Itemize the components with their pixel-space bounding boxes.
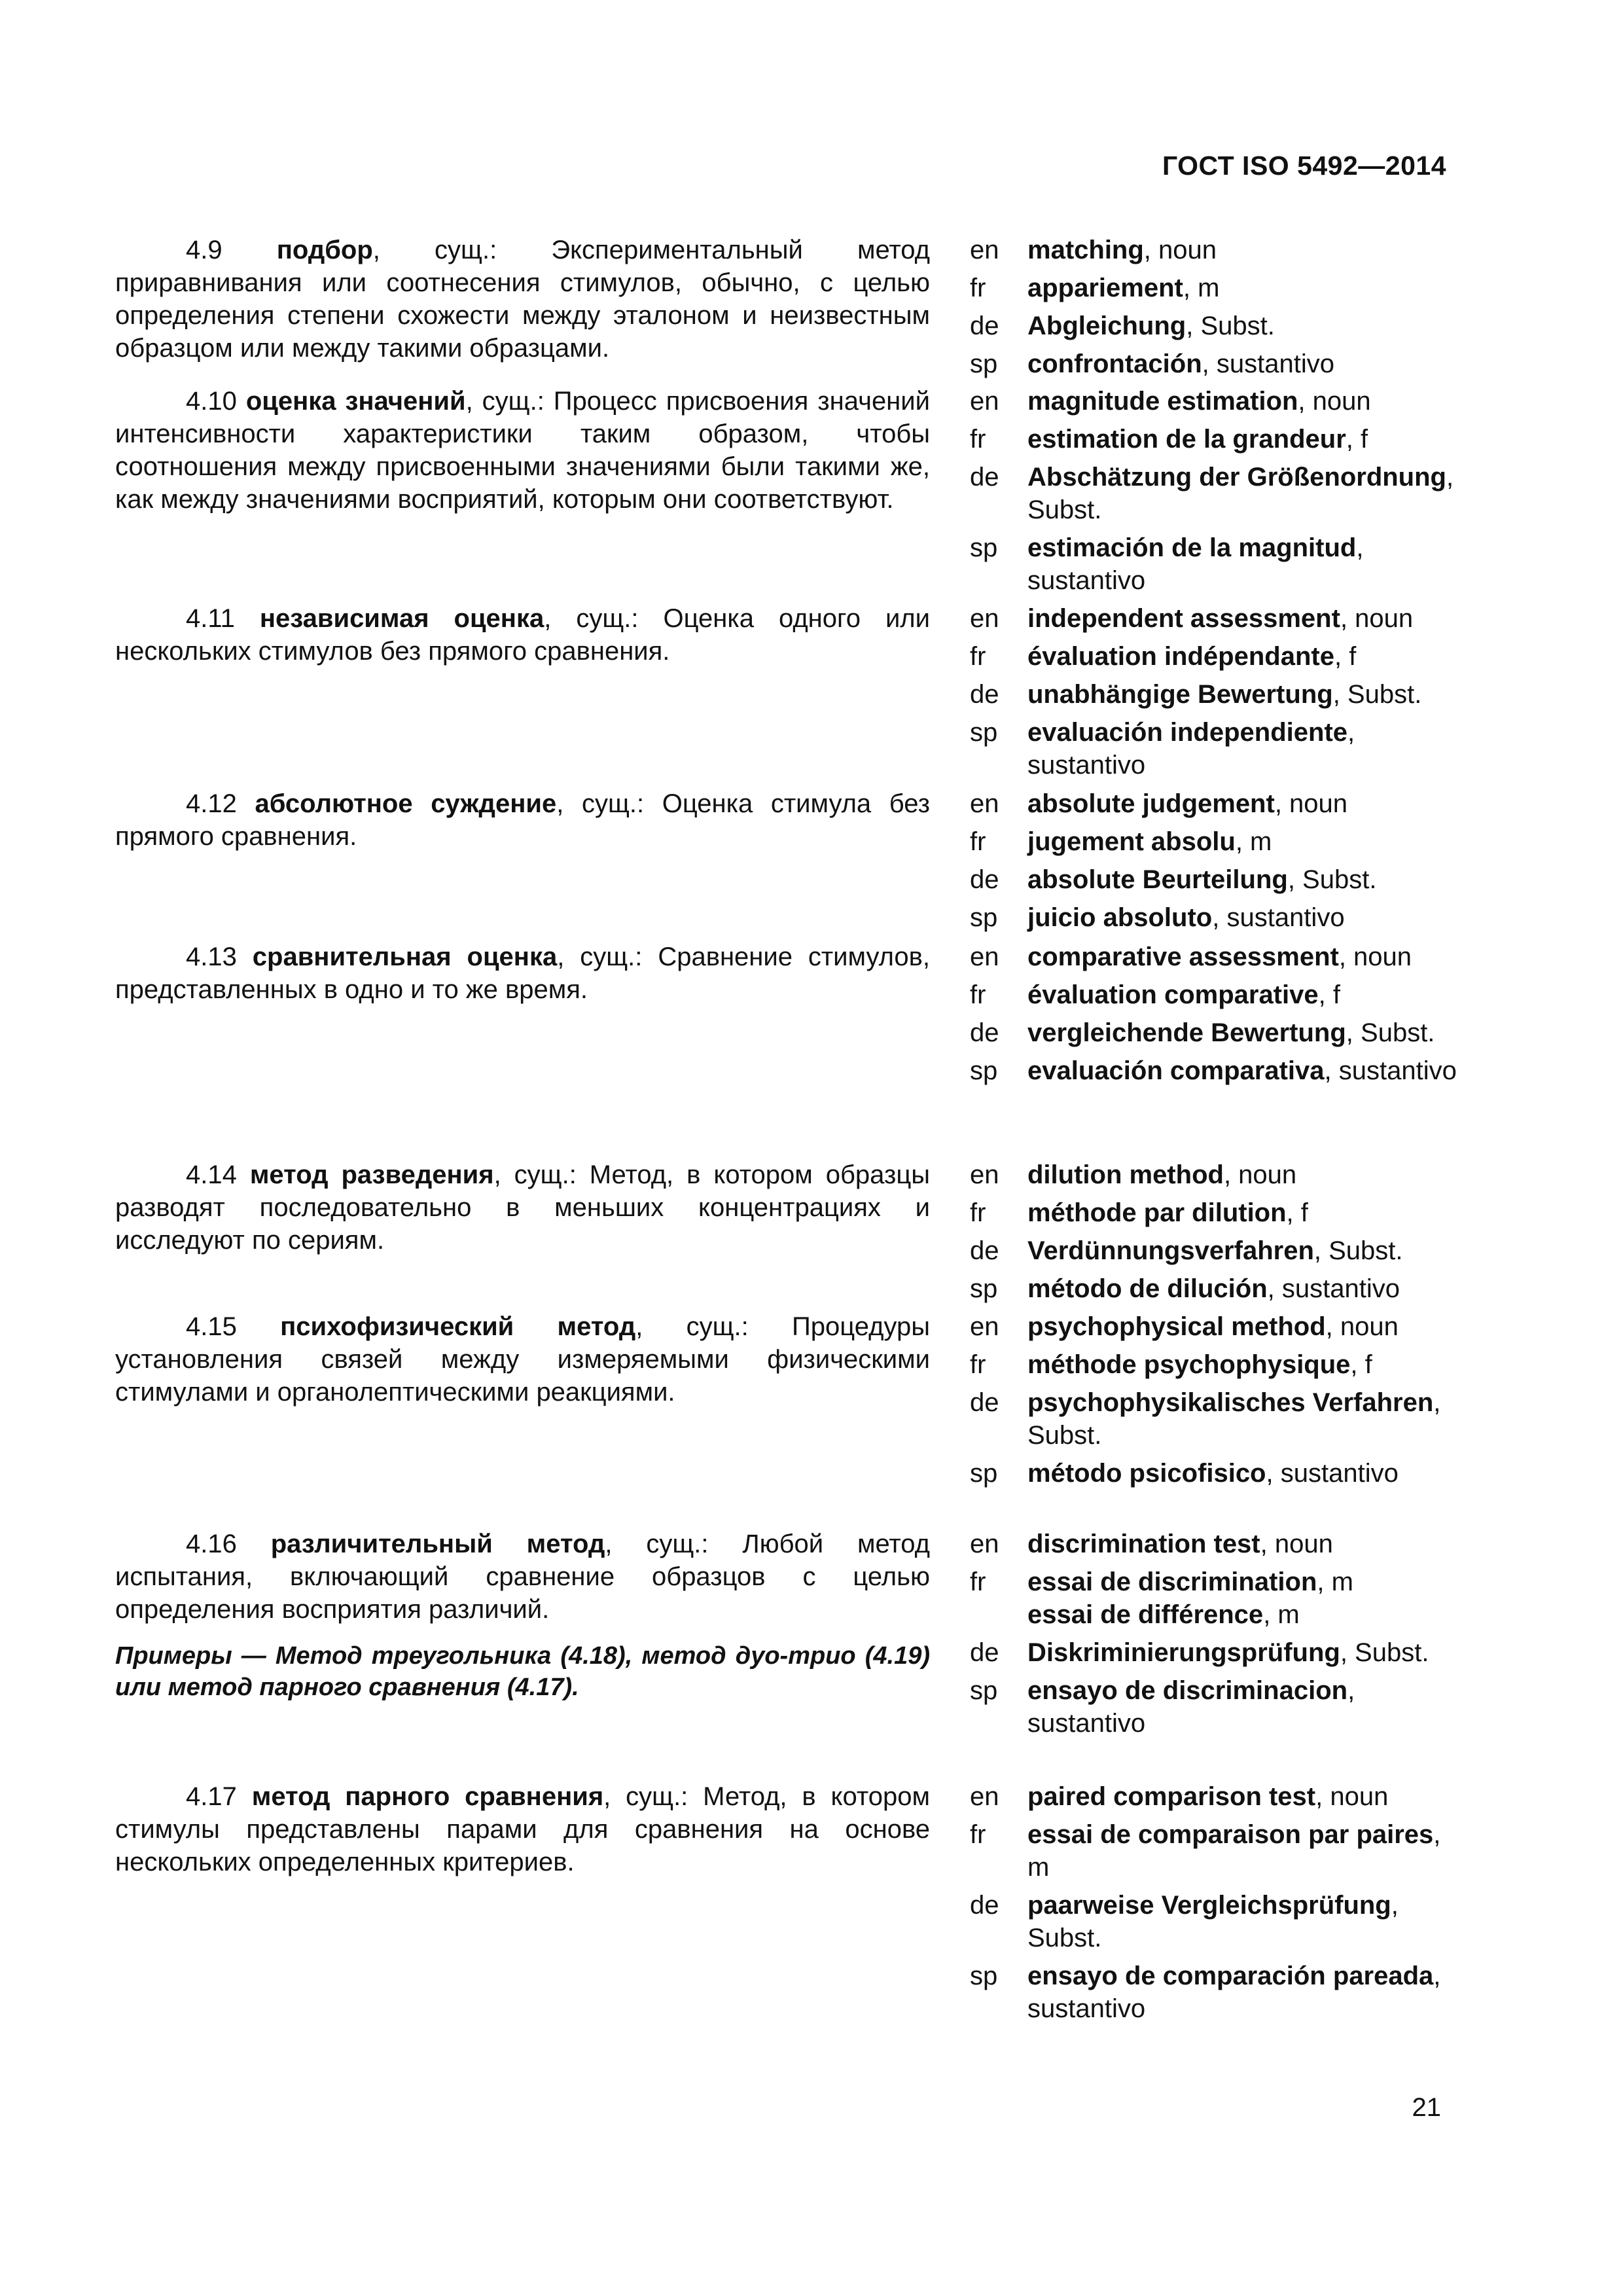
lang-code: sp xyxy=(970,1676,998,1705)
definition xyxy=(115,602,930,668)
document-id: ГОСТ ISO 5492—2014 xyxy=(1162,151,1446,181)
term: vergleichende Bewertung xyxy=(1027,1018,1346,1047)
term-suffix: , sustantivo xyxy=(1266,1459,1399,1488)
definition-text: Любой метод испытания, включающий сравнение образцов с целью определения восприятия различий. xyxy=(115,1530,930,1624)
lang-code: en xyxy=(970,1782,999,1811)
lang-code: fr xyxy=(970,1198,986,1227)
page-number: 21 xyxy=(1412,2093,1441,2122)
term-suffix: , f xyxy=(1286,1198,1308,1227)
entry-number: 4.11 xyxy=(186,604,235,633)
term: essai de comparaison par paires xyxy=(1027,1820,1434,1849)
term-ru: подбор xyxy=(276,236,373,264)
lang-code: sp xyxy=(970,1962,998,1990)
definition xyxy=(115,385,930,516)
entry-number: 4.9 xyxy=(186,236,223,264)
term: dilution method xyxy=(1027,1160,1224,1189)
equivalent-fr xyxy=(970,825,1467,858)
equivalents xyxy=(970,1780,1467,2030)
definition xyxy=(115,941,930,1006)
definition-text: Метод, в котором образцы разводят последовательно в меньших концентрациях и исследуют по сериям. xyxy=(115,1160,930,1255)
equivalent-sp xyxy=(970,1674,1467,1740)
term: évaluation indépendante xyxy=(1027,642,1334,671)
equivalent-de xyxy=(970,461,1467,526)
term-suffix: , Subst. xyxy=(1027,1891,1399,1952)
lang-code: en xyxy=(970,1530,999,1558)
lang-code: sp xyxy=(970,533,998,562)
term-suffix: , Subst. xyxy=(1332,680,1422,709)
definition-text: Метод, в котором стимулы представлены парами для сравнения на основе нескольких определенных критериев. xyxy=(115,1782,930,1876)
term-suffix: , noun xyxy=(1223,1160,1297,1189)
term-suffix: , Subst. xyxy=(1027,463,1454,524)
term: método psicofisico xyxy=(1027,1459,1266,1488)
equivalents xyxy=(970,385,1467,602)
term-suffix: , noun xyxy=(1260,1530,1333,1558)
lang-code: en xyxy=(970,942,999,971)
equivalents xyxy=(970,1310,1467,1495)
term: estimación de la magnitud xyxy=(1027,533,1357,562)
definition xyxy=(115,1780,930,1878)
term: comparative assessment xyxy=(1027,942,1339,971)
equivalent-sp xyxy=(970,531,1467,597)
lang-code: de xyxy=(970,1018,999,1047)
term-suffix: , m xyxy=(1027,1820,1441,1882)
term-suffix: , f xyxy=(1346,425,1368,454)
term-suffix: , m xyxy=(1183,274,1220,302)
term: psychophysikalisches Verfahren xyxy=(1027,1388,1434,1417)
term: discrimination test xyxy=(1027,1530,1260,1558)
equivalent-sp xyxy=(970,901,1467,934)
lang-code: fr xyxy=(970,827,986,856)
term: ensayo de discriminacion xyxy=(1027,1676,1348,1705)
equivalent-en xyxy=(970,1780,1467,1813)
term: paired comparison test xyxy=(1027,1782,1316,1811)
entry-number: 4.14 xyxy=(186,1160,237,1189)
term-suffix: , noun xyxy=(1298,387,1371,416)
example-note: Примеры — Метод треугольника (4.18), метод дуо-трио (4.19) или метод парного сравнения (4.17). xyxy=(115,1642,930,1701)
term: essai de discrimination xyxy=(1027,1568,1317,1596)
lang-code: de xyxy=(970,865,999,894)
lang-code: sp xyxy=(970,1459,998,1488)
entry-number: 4.15 xyxy=(186,1312,237,1341)
equivalent-fr xyxy=(970,1348,1467,1381)
part-of-speech: , сущ.: xyxy=(544,604,639,633)
definition-text: Экспериментальный метод приравнивания или соотнесения стимулов, обычно, с целью определения степени схожести между эталоном и неизвестным образцом или между такими образцами. xyxy=(115,236,930,363)
equivalent-en xyxy=(970,787,1467,820)
term-suffix: , sustantivo xyxy=(1027,1676,1355,1738)
term-ru: абсолютное суждение xyxy=(255,789,557,818)
definition-text: Оценка стимула без прямого сравнения. xyxy=(115,789,930,851)
term: méthode psychophysique xyxy=(1027,1350,1351,1379)
term-suffix: , sustantivo xyxy=(1202,350,1334,378)
equivalent-sp xyxy=(970,1457,1467,1490)
term-suffix: , m xyxy=(1235,827,1272,856)
equivalent-sp xyxy=(970,716,1467,781)
equivalent-sp xyxy=(970,348,1467,380)
equivalent-de xyxy=(970,678,1467,711)
term-ru: метод парного сравнения xyxy=(251,1782,604,1811)
equivalent-fr xyxy=(970,1818,1467,1884)
term: unabhängige Bewertung xyxy=(1027,680,1333,709)
equivalents xyxy=(970,602,1467,787)
equivalent-en xyxy=(970,385,1467,418)
term: confrontación xyxy=(1027,350,1202,378)
lang-code: de xyxy=(970,1891,999,1920)
term: Diskriminierungsprüfung xyxy=(1027,1638,1340,1667)
term-suffix: , noun xyxy=(1340,604,1414,633)
term: Verdünnungsverfahren xyxy=(1027,1236,1314,1265)
term: Abschätzung der Größenordnung xyxy=(1027,463,1446,492)
equivalent-en xyxy=(970,1528,1467,1560)
lang-code: fr xyxy=(970,980,986,1009)
equivalent-en xyxy=(970,602,1467,635)
lang-code: en xyxy=(970,789,999,818)
definition-text: Процесс присвоения значений интенсивности характеристики таким образом, чтобы соотношения между присвоенными значениями были такими же, как между значениями восприятий, которым они соответствуют. xyxy=(115,387,930,514)
lang-code: de xyxy=(970,1388,999,1417)
lang-code: fr xyxy=(970,1350,986,1379)
lang-code: fr xyxy=(970,1820,986,1849)
term-suffix: , sustantivo xyxy=(1027,1962,1441,2023)
term-ru: сравнительная оценка xyxy=(252,942,558,971)
term-suffix: , Subst. xyxy=(1340,1638,1429,1667)
lang-code: de xyxy=(970,680,999,709)
term-suffix: , f xyxy=(1318,980,1340,1009)
term-suffix: , Subst. xyxy=(1186,312,1275,340)
equivalent-sp xyxy=(970,1054,1467,1087)
term: juicio absoluto xyxy=(1027,903,1213,932)
definition xyxy=(115,1310,930,1408)
term-suffix: , noun xyxy=(1315,1782,1389,1811)
term-suffix: , sustantivo xyxy=(1027,718,1355,780)
term: absolute Beurteilung xyxy=(1027,865,1288,894)
definition xyxy=(115,1158,930,1257)
lang-code: sp xyxy=(970,718,998,747)
definition-text: Оценка одного или нескольких стимулов без прямого сравнения. xyxy=(115,604,930,666)
equivalent-en xyxy=(970,1158,1467,1191)
term-suffix: , noun xyxy=(1143,236,1217,264)
lang-code: de xyxy=(970,463,999,492)
term: évaluation comparative xyxy=(1027,980,1319,1009)
definition-text: Процедуры установления связей между измеряемыми физическими стимулами и органолептическими реакциями. xyxy=(115,1312,930,1407)
equivalent-en xyxy=(970,941,1467,973)
equivalent-fr xyxy=(970,272,1467,304)
part-of-speech: , сущ.: xyxy=(557,942,643,971)
definition xyxy=(115,234,930,365)
part-of-speech: , сущ.: xyxy=(603,1782,688,1811)
equivalents xyxy=(970,234,1467,386)
equivalent-fr xyxy=(970,1566,1467,1631)
equivalent-fr xyxy=(970,1196,1467,1229)
lang-code: de xyxy=(970,1638,999,1667)
part-of-speech: , сущ.: xyxy=(493,1160,577,1189)
part-of-speech: , сущ.: xyxy=(465,387,544,416)
lang-code: en xyxy=(970,236,999,264)
term-ru: метод разведения xyxy=(249,1160,494,1189)
equivalent-en xyxy=(970,234,1467,266)
entry-number: 4.17 xyxy=(186,1782,237,1811)
definition-text: Сравнение стимулов, представленных в одно и то же время. xyxy=(115,942,930,1004)
equivalent-fr xyxy=(970,640,1467,673)
lang-code: en xyxy=(970,604,999,633)
equivalent-fr xyxy=(970,423,1467,456)
equivalent-de xyxy=(970,863,1467,896)
term: ensayo de comparación pareada xyxy=(1027,1962,1434,1990)
equivalent-de xyxy=(970,1234,1467,1267)
term: méthode par dilution xyxy=(1027,1198,1287,1227)
term: absolute judgement xyxy=(1027,789,1275,818)
term: jugement absolu xyxy=(1027,827,1236,856)
term-suffix: , noun xyxy=(1274,789,1348,818)
equivalents xyxy=(970,1528,1467,1745)
term: Abgleichung xyxy=(1027,312,1186,340)
equivalent-de xyxy=(970,310,1467,342)
lang-code: sp xyxy=(970,1056,998,1085)
lang-code: de xyxy=(970,312,999,340)
equivalent-en xyxy=(970,1310,1467,1343)
lang-code: en xyxy=(970,1312,999,1341)
term-ru: оценка значений xyxy=(245,387,466,416)
term: paarweise Vergleichsprüfung xyxy=(1027,1891,1391,1920)
equivalents xyxy=(970,941,1467,1092)
entry-number: 4.16 xyxy=(186,1530,237,1558)
term-suffix: , noun xyxy=(1325,1312,1399,1341)
part-of-speech: , сущ.: xyxy=(605,1530,709,1558)
term-suffix: , sustantivo xyxy=(1267,1274,1400,1303)
equivalent-sp xyxy=(970,1960,1467,2025)
definition xyxy=(115,1528,930,1626)
term-suffix: , Subst. xyxy=(1346,1018,1435,1047)
lang-code: sp xyxy=(970,350,998,378)
entry-number: 4.13 xyxy=(186,942,237,971)
lang-code: sp xyxy=(970,903,998,932)
equivalent-sp xyxy=(970,1272,1467,1305)
part-of-speech: , сущ.: xyxy=(635,1312,749,1341)
lang-code: fr xyxy=(970,642,986,671)
term-suffix: , m xyxy=(1317,1568,1353,1596)
term: independent assessment xyxy=(1027,604,1340,633)
term: psychophysical method xyxy=(1027,1312,1326,1341)
term: método de dilución xyxy=(1027,1274,1268,1303)
term-ru: независимая оценка xyxy=(259,604,544,633)
entry-number: 4.10 xyxy=(186,387,237,416)
term: evaluación comparativa xyxy=(1027,1056,1325,1085)
term-suffix: , sustantivo xyxy=(1324,1056,1457,1085)
alt-term: essai de différence xyxy=(1027,1600,1264,1629)
term-suffix: , Subst. xyxy=(1287,865,1377,894)
lang-code: fr xyxy=(970,1568,986,1596)
term-suffix: , sustantivo xyxy=(1027,533,1364,595)
equivalent-de xyxy=(970,1636,1467,1669)
term-ru: психофизический метод xyxy=(280,1312,636,1341)
term: evaluación independiente xyxy=(1027,718,1348,747)
equivalent-de xyxy=(970,1386,1467,1452)
term-suffix: , noun xyxy=(1338,942,1412,971)
lang-code: fr xyxy=(970,425,986,454)
definition xyxy=(115,787,930,853)
equivalent-de xyxy=(970,1016,1467,1049)
lang-code: sp xyxy=(970,1274,998,1303)
term-suffix: , m xyxy=(1263,1600,1300,1629)
term-suffix: , Subst. xyxy=(1313,1236,1403,1265)
equivalent-fr xyxy=(970,978,1467,1011)
term-suffix: , f xyxy=(1350,1350,1372,1379)
term-suffix: , f xyxy=(1334,642,1357,671)
term: matching xyxy=(1027,236,1144,264)
lang-code: fr xyxy=(970,274,986,302)
term-ru: различительный метод xyxy=(270,1530,605,1558)
term-suffix: , sustantivo xyxy=(1212,903,1345,932)
term: appariement xyxy=(1027,274,1183,302)
equivalents xyxy=(970,1158,1467,1310)
equivalents xyxy=(970,787,1467,939)
equivalent-de xyxy=(970,1889,1467,1954)
part-of-speech: , сущ.: xyxy=(556,789,645,818)
lang-code: en xyxy=(970,387,999,416)
lang-code: de xyxy=(970,1236,999,1265)
entry-number: 4.12 xyxy=(186,789,237,818)
term-suffix: , Subst. xyxy=(1027,1388,1441,1450)
part-of-speech: , сущ.: xyxy=(372,236,497,264)
term: estimation de la grandeur xyxy=(1027,425,1346,454)
lang-code: en xyxy=(970,1160,999,1189)
term: magnitude estimation xyxy=(1027,387,1298,416)
